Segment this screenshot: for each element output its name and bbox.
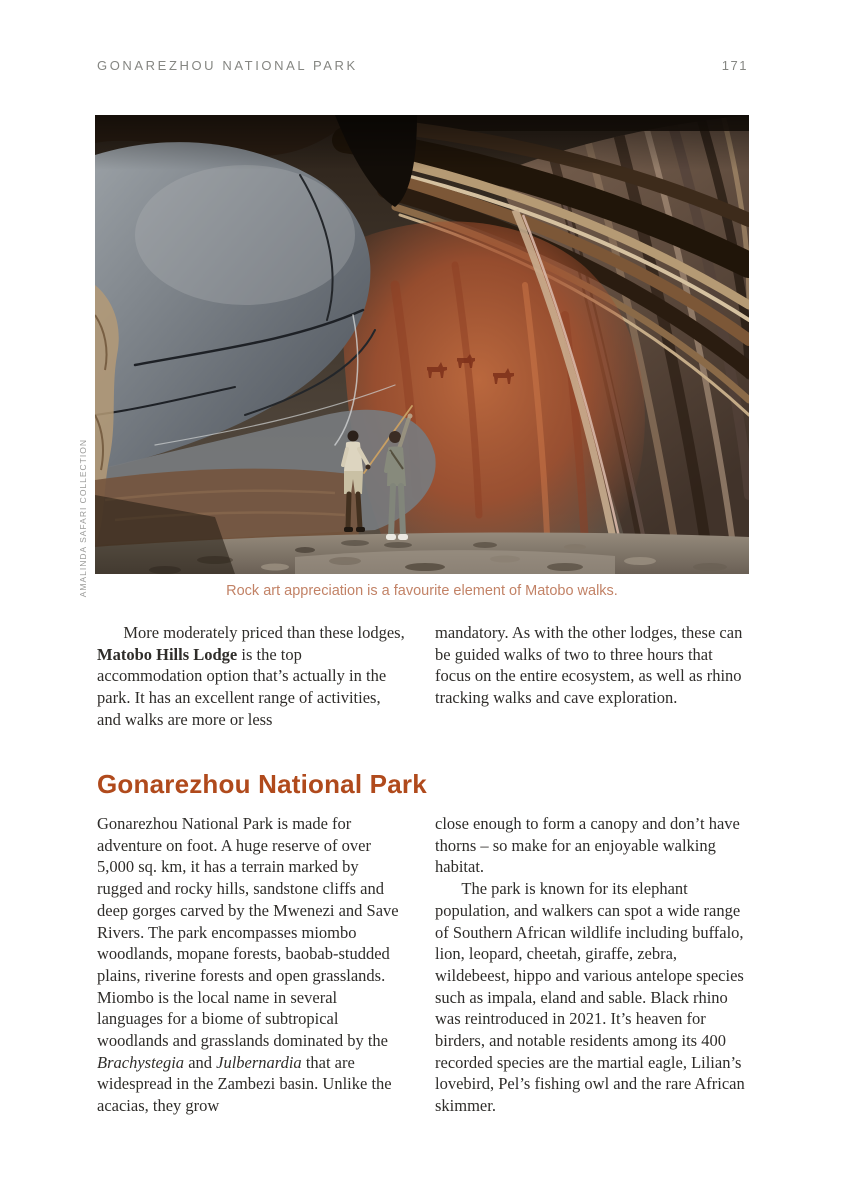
intro-right-column [435, 622, 745, 731]
main-right-paragraph-1: close enough to form a canopy and don’t have thorns – so make for an enjoyable walking habitat. [435, 814, 740, 877]
cave-rock-art-photo [95, 115, 749, 574]
main-left-paragraph: Gonarezhou National Park is made for adventure on foot. A huge reserve of over 5,000 sq. km, it has a terrain marked by rugged and rocky hills, sandstone cliffs and deep gorges carved by the Mwenezi and Save Rivers. The park encompasses miombo woodlands, mopane forests, baobab-studded plains, riverine forests and open grasslands. Miombo is the local name in several languages for a biome of subtropical woodlands and grasslands dominated by the Brachystegia and Julbernardia that are widespread in the Zambezi basin. Unlike the acacias, they grow [97, 814, 399, 1116]
photo-credit: AMALINDA SAFARI COLLECTION [78, 438, 88, 597]
running-header-title: GONAREZHOU NATIONAL PARK [97, 58, 358, 73]
intro-right-paragraph: mandatory. As with the other lodges, these can be guided walks of two to three hours that focus on the entire ecosystem, as well as rhino tracking walks and cave exploration. [435, 623, 743, 708]
photo-caption: Rock art appreciation is a favourite element of Matobo walks. [226, 583, 618, 599]
main-left-column [97, 813, 407, 1117]
section-heading: Gonarezhou National Park [97, 769, 427, 799]
intro-section [97, 622, 745, 731]
main-right-paragraph-2: The park is known for its elephant population, and walkers can spot a wide range of Southern African wildlife including buffalo, lion, leopard, cheetah, giraffe, zebra, wildebeest, hippo and various antelope species such as impala, eland and sable. Black rhino was reintroduced in 2021. It’s heaven for birders, and notable residents among its 400 recorded species are the martial eagle, Lilian’s lovebird, Pel’s fishing owl and the rare African skimmer. [435, 879, 745, 1116]
main-right-column [435, 813, 745, 1117]
page-number: 171 [721, 58, 748, 73]
page-header [97, 58, 748, 73]
main-section [97, 813, 745, 1117]
intro-left-paragraph: More moderately priced than these lodges, Matobo Hills Lodge is the top accommodation option that’s actually in the park. It has an excellent range of activities, and walks are more or less [97, 623, 405, 729]
photo-figure [78, 115, 749, 599]
intro-left-column [97, 622, 407, 731]
